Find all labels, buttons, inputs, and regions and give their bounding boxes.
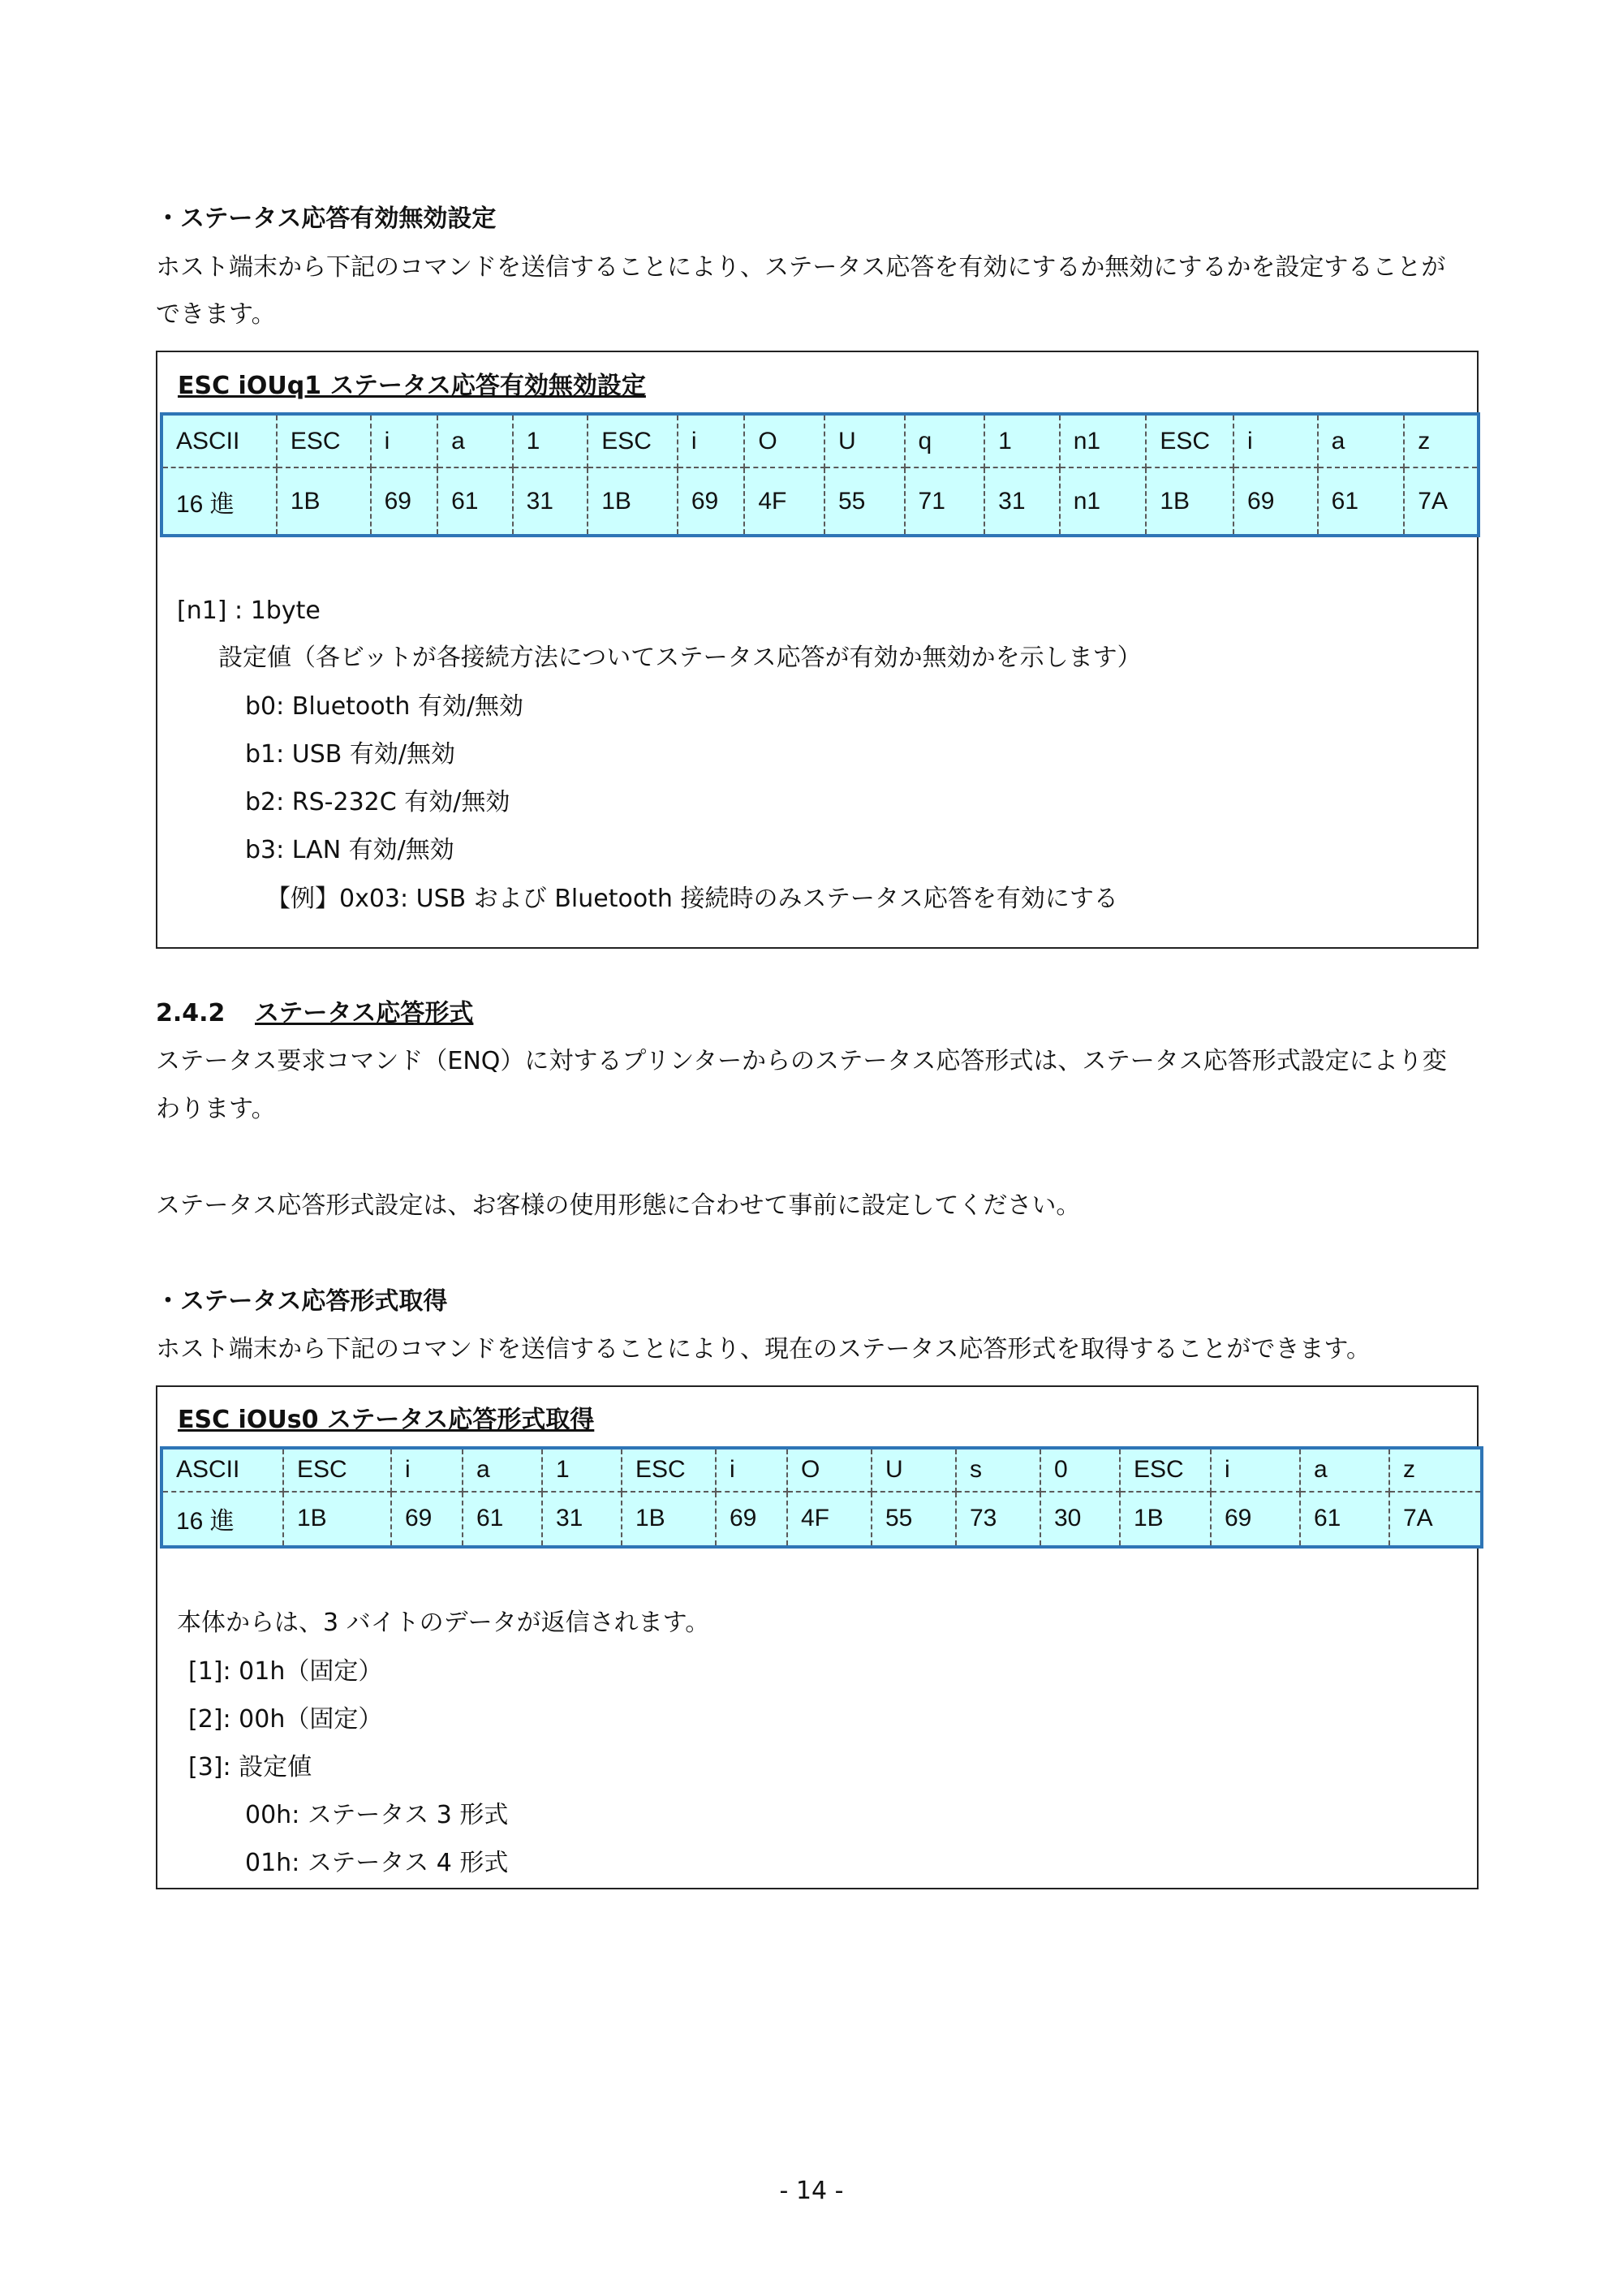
table-cell: U	[824, 414, 905, 467]
table-cell: 1B	[283, 1492, 391, 1547]
table-cell: O	[744, 414, 824, 467]
table-cell: ASCII	[161, 1448, 283, 1492]
command-box-title: ESC iOUs0 ステータス応答形式取得	[178, 1406, 595, 1434]
table-cell: 61	[463, 1492, 542, 1547]
table-cell: ESC	[283, 1448, 391, 1492]
table-cell: 16 進	[161, 467, 277, 536]
note-setting-value: 設定値（各ビットが各接続方法についてステータス応答が有効か無効かを示します）	[218, 644, 1142, 672]
table-cell: 55	[824, 467, 905, 536]
section-heading-status-format-get: ・ステータス応答形式取得	[156, 1287, 448, 1316]
table-cell: 1B	[588, 467, 678, 536]
table-cell: 69	[1233, 467, 1318, 536]
section-title: ステータス応答形式	[255, 999, 474, 1027]
command-table-status-enable	[160, 412, 1480, 537]
section-description: ホスト端末から下記のコマンドを送信することにより、現在のステータス応答形式を取得することができます。	[156, 1335, 1371, 1363]
table-cell: 69	[1211, 1492, 1300, 1547]
table-cell: 73	[956, 1492, 1040, 1547]
page-number: - 14 -	[779, 2177, 844, 2205]
table-cell: O	[787, 1448, 872, 1492]
table-cell: n1	[1060, 467, 1147, 536]
table-cell: 31	[542, 1492, 622, 1547]
table-cell: i	[678, 414, 745, 467]
table-cell: i	[1211, 1448, 1300, 1492]
note-byte-3: [3]: 設定値	[188, 1753, 312, 1781]
table-cell: 69	[391, 1492, 463, 1547]
section-number: 2.4.2	[156, 999, 226, 1027]
note-bit-0: b0: Bluetooth 有効/無効	[245, 692, 524, 721]
note-byte-1: [1]: 01h（固定）	[188, 1657, 383, 1686]
table-cell: 1	[984, 414, 1060, 467]
table-cell: U	[872, 1448, 956, 1492]
table-cell: 61	[1300, 1492, 1389, 1547]
table-cell: 1	[542, 1448, 622, 1492]
table-cell: 4F	[744, 467, 824, 536]
note-bit-1: b1: USB 有効/無効	[245, 740, 455, 769]
table-cell: s	[956, 1448, 1040, 1492]
table-cell: ESC	[588, 414, 678, 467]
table-cell: i	[391, 1448, 463, 1492]
table-cell: 7A	[1403, 1505, 1433, 1532]
paragraph-2: ステータス応答形式設定は、お客様の使用形態に合わせて事前に設定してください。	[156, 1191, 1081, 1220]
table-row-hex	[161, 467, 1479, 536]
table-cell: n1	[1060, 414, 1147, 467]
table-cell: a	[1300, 1448, 1389, 1492]
table-cell: a	[437, 414, 513, 467]
table-cell: ASCII	[161, 414, 277, 467]
note-byte-2: [2]: 00h（固定）	[188, 1705, 383, 1734]
section-description-line-1: ホスト端末から下記のコマンドを送信することにより、ステータス応答を有効にするか無効にするかを設定することが	[156, 253, 1446, 282]
section-description-line-2: できます。	[156, 300, 276, 329]
table-cell: z	[1389, 1448, 1482, 1492]
table-cell: 31	[513, 467, 588, 536]
table-cell: 69	[371, 467, 438, 536]
table-cell: 1B	[1146, 467, 1233, 536]
table-cell: 1B	[1120, 1492, 1211, 1547]
table-row-ascii	[161, 414, 1479, 467]
table-cell: i	[371, 414, 438, 467]
table-cell: 4F	[787, 1492, 872, 1547]
table-cell: 69	[716, 1492, 787, 1547]
table-cell: a	[1318, 414, 1405, 467]
table-cell: 1B	[277, 467, 371, 536]
table-cell: 61	[437, 467, 513, 536]
note-example: 【例】0x03: USB および Bluetooth 接続時のみステータス応答を有効にする	[266, 885, 1118, 913]
note-n1-size: [n1] : 1byte	[177, 597, 321, 625]
table-cell: ESC	[1120, 1448, 1211, 1492]
note-value-01h: 01h: ステータス 4 形式	[245, 1849, 509, 1877]
command-box-title: ESC iOUq1 ステータス応答有効無効設定	[178, 372, 646, 400]
table-cell: 71	[905, 467, 985, 536]
table-row-ascii	[161, 1448, 1482, 1492]
table-cell: 7A	[1418, 487, 1448, 515]
table-cell: q	[905, 414, 985, 467]
paragraph-1-line-2: わります。	[156, 1095, 276, 1123]
note-reply-bytes: 本体からは、3 バイトのデータが返信されます。	[177, 1609, 710, 1637]
note-bit-3: b3: LAN 有効/無効	[245, 836, 454, 864]
table-cell: 55	[872, 1492, 956, 1547]
table-cell: i	[1233, 414, 1318, 467]
table-cell: ESC	[1146, 414, 1233, 467]
note-value-00h: 00h: ステータス 3 形式	[245, 1801, 509, 1829]
table-cell: 1	[513, 414, 588, 467]
table-cell: ESC	[622, 1448, 716, 1492]
section-heading-status-enable: ・ステータス応答有効無効設定	[156, 205, 497, 233]
table-cell: 0	[1040, 1448, 1120, 1492]
table-cell: 16 進	[161, 1492, 283, 1547]
table-cell: 31	[984, 467, 1060, 536]
command-table-status-format-get	[160, 1446, 1483, 1549]
paragraph-1-line-1: ステータス要求コマンド（ENQ）に対するプリンターからのステータス応答形式は、ステータス応答形式設定により変	[156, 1047, 1447, 1075]
table-row-hex	[161, 1492, 1482, 1547]
table-cell: i	[716, 1448, 787, 1492]
table-cell: 61	[1318, 467, 1405, 536]
table-cell: 30	[1040, 1492, 1120, 1547]
table-cell: ESC	[277, 414, 371, 467]
table-cell: 1B	[622, 1492, 716, 1547]
table-cell: 69	[678, 467, 745, 536]
table-cell: z	[1404, 414, 1479, 467]
table-cell: a	[463, 1448, 542, 1492]
note-bit-2: b2: RS-232C 有効/無効	[245, 788, 510, 816]
